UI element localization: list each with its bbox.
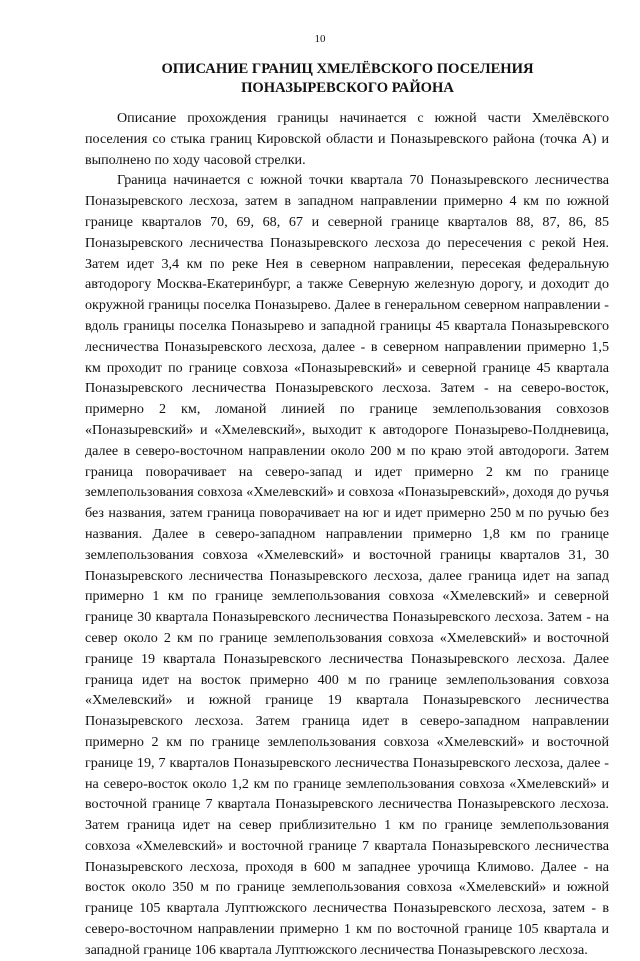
page-number: 10 (314, 33, 326, 45)
intro-paragraph: Описание прохождения границы начинается с южной части Хмелёвского поселения со стыка границ Кировской области и Поназыревского района (точка А) и выполнено по ходу часовой стрелки. (85, 110, 609, 168)
document-title (95, 60, 600, 98)
document-body (85, 108, 609, 961)
title-line-2: ПОНАЗЫРЕВСКОГО РАЙОНА (241, 80, 454, 96)
title-line-1: ОПИСАНИЕ ГРАНИЦ ХМЕЛЁВСКОГО ПОСЕЛЕНИЯ (161, 61, 534, 77)
boundary-description-paragraph: Граница начинается с южной точки квартала 70 Поназыревского лесничества Поназыревского лесхоза, затем в западном направлении примерно 4 км по южной границе кварталов 70, 69, 68, 67 и северной границе кварталов 88, 87, 86, 85 Поназыревского лесничества Поназыревского лесхоза до пересечения с рекой Нея. Затем идет 3,4 км по реке Нея в северном направлении, пересекая федеральную автодорогу Москва-Екатеринбург, а также Северную железную дорогу, и доходит до окружной границы поселка Поназырево. Далее в генеральном северном направлении - вдоль границы поселка Поназырево и западной границы 45 квартала Поназыревского лесничества Поназыревского лесхоза, далее - в северном направлении примерно 1,5 км проходит по границе совхоза «Поназыревский» и северной границе 45 квартала Поназыревского лесничества Поназыревского лесхоза. Затем - на северо-восток, примерно 2 км, ломаной линией по границе землепользования совхозов «Поназыревский» и «Хмелевский», выходит к автодороге Поназырево-Полдневица, далее в северо-восточном направлении около 200 м по краю этой автодороги. Затем граница поворачивает на северо-запад и идет примерно 2 км по границе землепользования совхоза «Хмелевский» и совхоза «Поназыревский», доходя до ручья без названия, затем граница поворачивает на юг и идет примерно 250 м по ручью без названия. Далее в северо-западном направлении примерно 1,8 км по границе землепользования совхоза «Хмелевский» и восточной границы кварталов 31, 30 Поназыревского лесничества Поназыревского лесхоза, далее граница идет на запад примерно 1 км по границе землепользования совхоза «Хмелевский» и северной границе 30 квартала Поназыревского лесничества Поназыревского лесхоза. Затем - на север около 2 км по границе землепользования совхоза «Хмелевский» и восточной границе 19 квартала Поназыревского лесничества Поназыревского лесхоза. Далее граница идет на восток примерно 400 м по границе землепользования совхоза «Хмелевский» и южной границе 19 квартала Поназыревского лесничества Поназыревского лесхоза. Затем граница идет в северо-западном направлении примерно 2 км по границе землепользования совхоза «Хмелевский» и восточной границе 19, 7 кварталов Поназыревского лесничества Поназыревского лесхоза, далее - на северо-восток около 1,2 км по границе землепользования совхоза «Хмелевский» и восточной границе 7 квартала Поназыревского лесничества Поназыревского лесхоза. Затем граница идет на север приблизительно 1 км по границе землепользования совхоза «Хмелевский» и восточной границе 7 квартала Поназыревского лесничества Поназыревского лесхоза, проходя в 600 м западнее урочища Климово. Далее - на восток около 350 м по границе землепользования совхоза «Хмелевский» и южной границе 105 квартала Луптюжского лесничества Поназыревского лесхоза, затем - в северо-восточном направлении примерно 1 км по восточной границе 105 квартала и западной границе 106 квартала Луптюжского лесничества Поназыревского лесхоза. (85, 172, 609, 958)
